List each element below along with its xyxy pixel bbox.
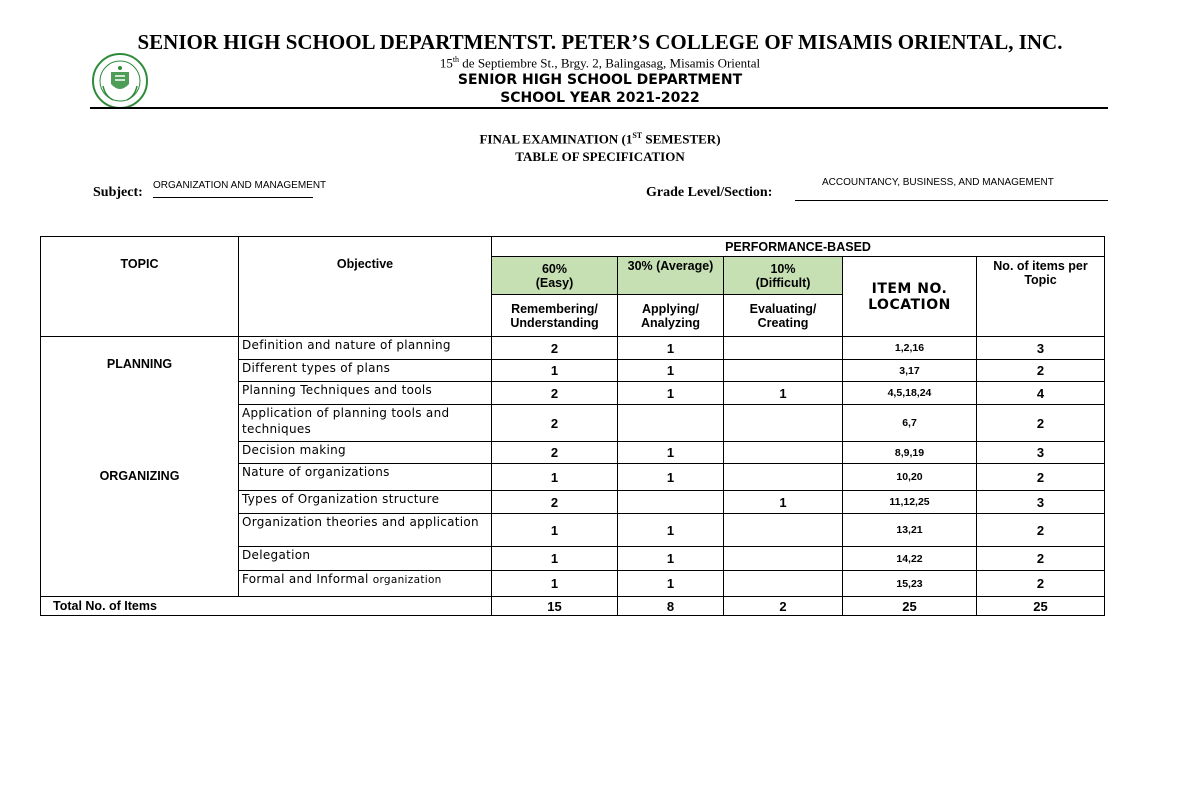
subject-label: Subject: — [93, 185, 143, 200]
item-location: 11,12,25 — [843, 491, 977, 514]
average-count: 1 — [618, 337, 724, 360]
easy-count: 2 — [492, 382, 618, 405]
exam-title: FINAL EXAMINATION (1ST SEMESTER) — [479, 131, 721, 147]
objective-header: Objective — [239, 237, 492, 337]
item-location: 4,5,18,24 — [843, 382, 977, 405]
item-location: 15,23 — [843, 571, 977, 597]
objective-cell: Nature of organizations — [239, 464, 492, 491]
easy-count: 1 — [492, 514, 618, 547]
difficult-count — [724, 337, 843, 360]
department-name: SENIOR HIGH SCHOOL DEPARTMENT — [457, 72, 743, 88]
easy-count: 2 — [492, 491, 618, 514]
table-row — [41, 337, 1105, 360]
grade-value: ACCOUNTANCY, BUSINESS, AND MANAGEMENT — [822, 177, 1054, 188]
objective-cell: Formal and Informal organization — [239, 571, 492, 597]
difficult-count — [724, 405, 843, 442]
average-count — [618, 491, 724, 514]
average-count: 1 — [618, 382, 724, 405]
tos-title: TABLE OF SPECIFICATION — [515, 149, 685, 164]
easy-header: 60% (Easy) — [492, 257, 618, 295]
total-average: 8 — [618, 597, 724, 616]
easy-count: 2 — [492, 442, 618, 464]
difficult-count — [724, 547, 843, 571]
objective-cell: Types of Organization structure — [239, 491, 492, 514]
topic-total: 2 — [977, 360, 1105, 382]
average-count: 1 — [618, 360, 724, 382]
college-address: 15th de Septiembre St., Brgy. 2, Balingasag, Misamis Oriental — [439, 55, 761, 71]
average-count: 1 — [618, 464, 724, 491]
difficult-count — [724, 442, 843, 464]
performance-based-header: PERFORMANCE-BASED — [492, 237, 1105, 257]
topic-header: TOPIC — [41, 237, 239, 337]
item-location: 3,17 — [843, 360, 977, 382]
total-easy: 15 — [492, 597, 618, 616]
topic-total: 2 — [977, 571, 1105, 597]
grade-label: Grade Level/Section: — [646, 185, 773, 200]
easy-count: 1 — [492, 571, 618, 597]
difficult-count: 1 — [724, 491, 843, 514]
topic-total: 2 — [977, 405, 1105, 442]
specification-table — [40, 236, 1105, 616]
average-subheader: Applying/ Analyzing — [618, 295, 724, 337]
total-items: 25 — [977, 597, 1105, 616]
average-count: 1 — [618, 547, 724, 571]
objective-cell: Delegation — [239, 547, 492, 571]
topic-total: 3 — [977, 337, 1105, 360]
objective-cell: Definition and nature of planning — [239, 337, 492, 360]
topic-total: 3 — [977, 442, 1105, 464]
easy-subheader: Remembering/ Understanding — [492, 295, 618, 337]
topic-total: 2 — [977, 514, 1105, 547]
objective-cell: Organization theories and application — [239, 514, 492, 547]
easy-count: 1 — [492, 547, 618, 571]
objective-cell: Different types of plans — [239, 360, 492, 382]
subject-value: ORGANIZATION AND MANAGEMENT — [153, 180, 327, 191]
topic-organizing: ORGANIZING — [99, 469, 180, 483]
total-location: 25 — [843, 597, 977, 616]
item-location: 8,9,19 — [843, 442, 977, 464]
item-location: 1,2,16 — [843, 337, 977, 360]
school-year: SCHOOL YEAR 2021-2022 — [500, 90, 700, 106]
item-location: 13,21 — [843, 514, 977, 547]
average-count: 1 — [618, 571, 724, 597]
objective-cell: Decision making — [239, 442, 492, 464]
difficult-count — [724, 464, 843, 491]
easy-count: 2 — [492, 337, 618, 360]
topic-column — [41, 337, 239, 597]
difficult-count — [724, 360, 843, 382]
item-location: 10,20 — [843, 464, 977, 491]
average-count: 1 — [618, 514, 724, 547]
header-rule — [90, 107, 1108, 109]
subject-underline — [153, 197, 313, 198]
topic-total: 2 — [977, 547, 1105, 571]
total-difficult: 2 — [724, 597, 843, 616]
topic-total: 2 — [977, 464, 1105, 491]
average-count: 1 — [618, 442, 724, 464]
topic-planning: PLANNING — [106, 357, 173, 371]
topic-total: 3 — [977, 491, 1105, 514]
average-count — [618, 405, 724, 442]
item-location-header: ITEM NO. LOCATION — [843, 257, 977, 337]
college-title: SENIOR HIGH SCHOOL DEPARTMENTST. PETER’S COLLEGE OF MISAMIS ORIENTAL, INC. — [137, 30, 1063, 54]
easy-count: 2 — [492, 405, 618, 442]
items-per-topic-header: No. of items per Topic — [977, 257, 1105, 337]
item-location: 14,22 — [843, 547, 977, 571]
easy-count: 1 — [492, 360, 618, 382]
objective-cell: Planning Techniques and tools — [239, 382, 492, 405]
difficult-count: 1 — [724, 382, 843, 405]
item-location: 6,7 — [843, 405, 977, 442]
topic-total: 4 — [977, 382, 1105, 405]
difficult-count — [724, 571, 843, 597]
difficult-header: 10% (Difficult) — [724, 257, 843, 295]
difficult-subheader: Evaluating/ Creating — [724, 295, 843, 337]
easy-count: 1 — [492, 464, 618, 491]
grade-underline — [795, 200, 1108, 201]
difficult-count — [724, 514, 843, 547]
total-label: Total No. of Items — [41, 597, 492, 616]
total-row — [41, 597, 1105, 616]
objective-cell: Application of planning tools and techniques — [239, 405, 492, 442]
average-header: 30% (Average) — [618, 257, 724, 295]
